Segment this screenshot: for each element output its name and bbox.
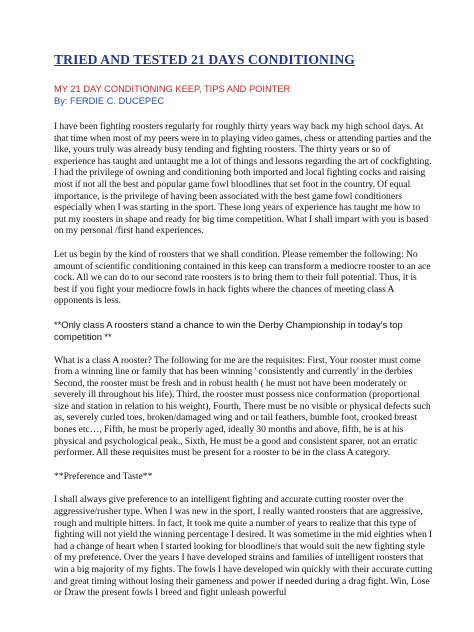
document-subtitle: MY 21 DAY CONDITIONING KEEP, TIPS AND POINTER [54,84,291,94]
paragraph-class-a: What is a class A rooster? The following for me are the requisites: First, Your rooster must come from a winning line or family that has been winning ' consistently and currently' in the derbies Second, the rooster must be fresh and in robust health ( he must not have been moderately or severely ill throughout his life). Third, the rooster must possess nice conformation (proportional size and station in relation to his weight), Fourth, There must be no visible or physical defects such as, severely curled toes, broken/damaged wing and or tail feathers, bumble foot, crooked breast bones etc…, Fifth, he must be properly aged, ideally 30 months and above, fifth, he is at his physical and psychological peak., Sixth, He must be a good and consistent sparer, not an erratic performer. All these requisites must be present for a rooster to be in the class A category. [54,354,431,459]
document-title: TRIED AND TESTED 21 DAYS CONDITIONING [54,52,355,67]
section-heading-preference: **Preference and Taste** [54,470,153,482]
paragraph-preference: I shall always give preference to an intelligent fighting and accurate cutting rooster over the aggressive/rusher type. When I was new in the sport, I really wanted roosters that are aggressive, rough and multiple hitters. In fact, It took me quite a number of years to realize that this type of fighting will not yield the winning percentage I desired. It was sometime in the mid eighties when I had a change of heart when I started looking for bloodline/s that would suit the new fighting style of my preference. Over the years I have developed strains and families of intelligent roosters that win a big majority of my fights. The fowls I have developed win quickly with their accurate cutting and great timing without losing their gameness and power if needed during a drag fight. Win, Lose or Draw the present fowls I breed and fight unleash powerful [54,494,433,599]
author-byline: By: FERDIE C. DUCEPEC [54,96,165,106]
paragraph-roosters: Let us begin by the kind of roosters that we shall condition. Please remember the following: No amount of scientific conditioning contained in this keep can transform a mediocre rooster to an ace cock. All we can do to our second rate roosters is to bring them to their full potential. Thus, it is best if you fight your mediocre fowls in hack fights where the chances of meeting class A opponents is less. [54,248,431,307]
paragraph-derby-note: **Only class A roosters stand a chance to win the Derby Championship in today's top competition ** [54,318,403,342]
paragraph-intro: I have been fighting roosters regularly for roughly thirty years way back my high school days. At that time when most of my peers were in to playing video games, chess or attending parties and the like, yours truly was already busy tending and fighting roosters. The thirty years or so of experience has taught and untaught me a lot of things and lessons regarding the art of cockfighting. I had the privilege of owning and conditioning both imported and local fighting cocks and raising most if not all the best and popular game fowl bloodlines that set foot in the country. Of equal importance, is the privilege of having been associated with the best game fowl conditioners especially when I was starting in the sport. These long years of experience has taught me how to put my roosters in shape and ready for big time competition. What I shall impart with you is based on my personal /first hand experiences. [54,121,432,237]
